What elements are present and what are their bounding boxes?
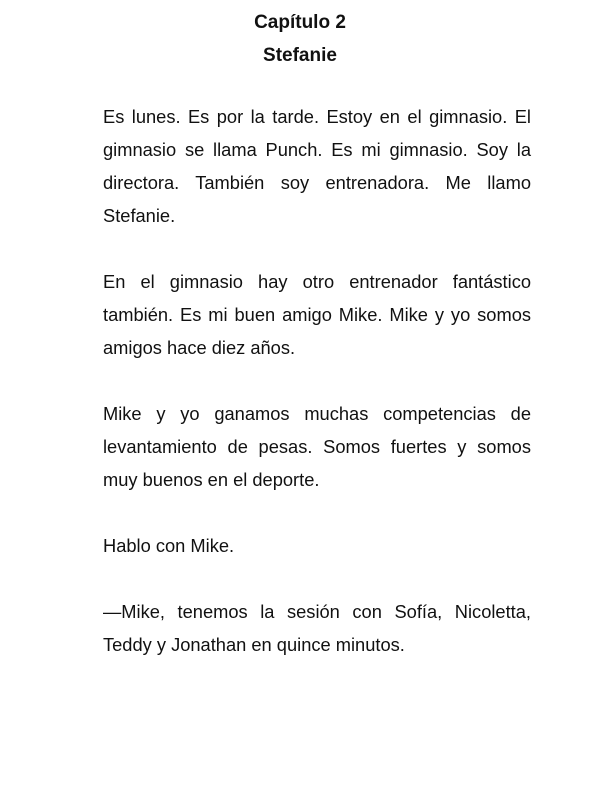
paragraph: En el gimnasio hay otro entrenador fantástico también. Es mi buen amigo Mike. Mike y yo somos amigos hace diez años. (103, 271, 531, 358)
paragraph: Es lunes. Es por la tarde. Estoy en el gimnasio. El gimnasio se llama Punch. Es mi gimnasio. Soy la directora. También soy entrenadora. Me llamo Stefanie. (103, 106, 531, 226)
paragraph: Mike y yo ganamos muchas competencias de levantamiento de pesas. Somos fuertes y somos muy buenos en el deporte. (103, 403, 531, 490)
body-text (103, 100, 531, 694)
paragraph: —Mike, tenemos la sesión con Sofía, Nicoletta, Teddy y Jonathan en quince minutos. (103, 601, 531, 655)
chapter-heading: Capítulo 2 (254, 12, 346, 33)
paragraph: Hablo con Mike. (103, 535, 235, 556)
chapter-title: Stefanie (263, 45, 337, 66)
